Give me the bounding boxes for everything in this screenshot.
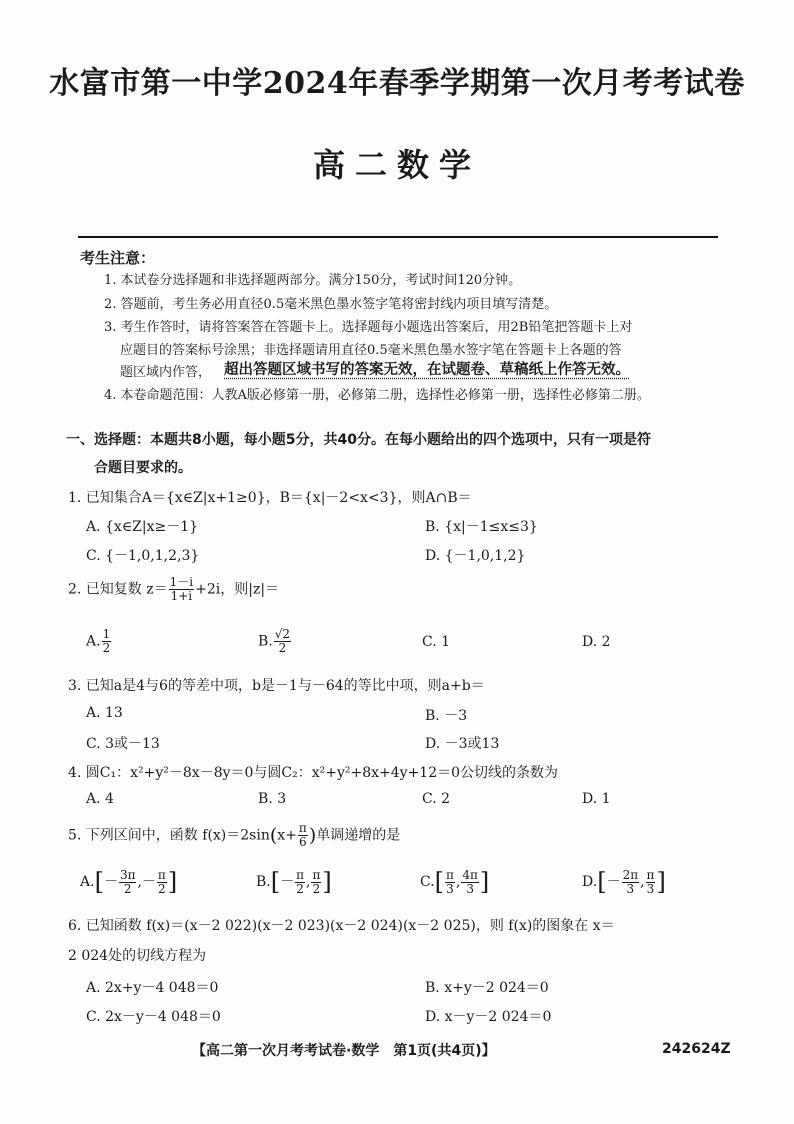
question-4-stem: 4. 圆C₁：x²+y²－8x－8y＝0与圆C₂：x²+y²+8x+4y+12＝0公切线的条数为 bbox=[68, 765, 559, 781]
question-2-option-c: C. 1 bbox=[422, 634, 451, 650]
exam-title: 水富市第一中学2024年春季学期第一次月考考试卷 bbox=[49, 66, 745, 101]
notice-item-3: 3. 考生作答时，请将答案答在答题卡上。选择题每小题选出答案后，用2B铅笔把答题卡上对 bbox=[104, 320, 633, 335]
question-3-option-a: A. 13 bbox=[86, 705, 123, 721]
question-1-option-c: C. {－1,0,1,2,3} bbox=[86, 548, 200, 564]
question-1-option-b: B. {x|－1≤x≤3} bbox=[425, 519, 538, 535]
question-4-option-a: A. 4 bbox=[86, 791, 114, 807]
section-heading-cont: 合题目要求的。 bbox=[94, 460, 192, 476]
question-5-option-b: B.[－ $\frac{\pi}{2}$ , $\frac{\pi}{2}$ ] bbox=[256, 867, 332, 896]
fraction: $\frac{1-i}{1+i}$ bbox=[169, 575, 194, 603]
question-5-option-a: A.[－ $\frac{3\pi}{2}$ ,－ $\frac{\pi}{2}$ ] bbox=[80, 867, 178, 896]
question-3-option-d: D. －3或13 bbox=[425, 736, 500, 752]
question-6-option-c: C. 2x－y－4 048＝0 bbox=[86, 1009, 221, 1025]
question-2-option-b: B. $\frac{√2}{2}$ bbox=[258, 627, 291, 655]
question-6-stem-cont: 2 024处的切线方程为 bbox=[68, 948, 207, 964]
question-3-option-b: B. －3 bbox=[425, 708, 468, 724]
question-2-option-a: A. $\frac{1}{2}$ bbox=[86, 627, 111, 655]
notice-item-4: 4. 本卷命题范围：人教A版必修第一册，必修第二册，选择性必修第一册，选择性必修第二册。 bbox=[104, 388, 650, 403]
question-3-option-c: C. 3或－13 bbox=[86, 736, 160, 752]
question-5-option-d: D.[－ $\frac{2\pi}{3}$ , $\frac{\pi}{3}$ ] bbox=[582, 867, 666, 896]
notice-item-3-emphasis: 超出答题区域书写的答案无效，在试题卷、草稿纸上作答无效。 bbox=[224, 362, 630, 378]
page-footer: 【高二第一次月考考试卷·数学 第1页(共4页)】 bbox=[192, 1043, 496, 1059]
question-1-option-a: A. {x∈Z|x≥－1} bbox=[86, 519, 199, 535]
question-1-option-d: D. {－1,0,1,2} bbox=[425, 548, 526, 564]
section-heading: 一、选择题：本题共8小题，每小题5分，共40分。在每小题给出的四个选项中，只有一项是符 bbox=[66, 432, 651, 448]
exam-subject: 高二数学 bbox=[312, 146, 481, 184]
notice-item-3-cont: 应题目的答案标号涂黑；非选择题请用直径0.5毫米黑色墨水签字笔在答题卡上各题的答 bbox=[120, 343, 622, 358]
notice-item-3-end: 题区域内作答， bbox=[120, 365, 212, 380]
paper-code: 242624Z bbox=[662, 1041, 731, 1057]
question-4-option-c: C. 2 bbox=[422, 791, 451, 807]
notice-item-2: 2. 答题前，考生务必用直径0.5毫米黑色墨水签字笔将密封线内项目填写清楚。 bbox=[104, 297, 558, 312]
question-6-stem: 6. 已知函数 f(x)＝(x－2 022)(x－2 023)(x－2 024)(x－2 025)，则 f(x)的图象在 x＝ bbox=[68, 918, 615, 934]
question-4-option-d: D. 1 bbox=[582, 791, 611, 807]
question-5-stem: 5. 下列区间中，函数 f(x)＝2sin(x+ $\frac{\pi}{6}$ )单调递增的是 bbox=[68, 821, 401, 849]
question-1-stem: 1. 已知集合A＝{x∈Z|x+1≥0}，B＝{x|－2<x<3}，则A∩B＝ bbox=[68, 490, 472, 506]
question-2-option-d: D. 2 bbox=[582, 634, 611, 650]
notice-heading: 考生注意： bbox=[80, 249, 156, 267]
question-2-stem: 2. 已知复数 z＝ $\frac{1-i}{1+i}$ +2i，则|z|＝ bbox=[68, 575, 280, 603]
notice-item-1: 1. 本试卷分选择题和非选择题两部分。满分150分，考试时间120分钟。 bbox=[104, 273, 522, 288]
question-6-option-b: B. x+y－2 024＝0 bbox=[425, 980, 549, 996]
question-5-option-c: C.[ $\frac{\pi}{3}$ , $\frac{4\pi}{3}$ ] bbox=[420, 867, 490, 896]
question-4-option-b: B. 3 bbox=[258, 791, 287, 807]
question-6-option-a: A. 2x+y－4 048＝0 bbox=[86, 980, 219, 996]
header-divider bbox=[78, 236, 718, 238]
question-3-stem: 3. 已知a是4与6的等差中项，b是－1与－64的等比中项，则a+b＝ bbox=[68, 678, 485, 694]
question-6-option-d: D. x－y－2 024＝0 bbox=[425, 1009, 552, 1025]
